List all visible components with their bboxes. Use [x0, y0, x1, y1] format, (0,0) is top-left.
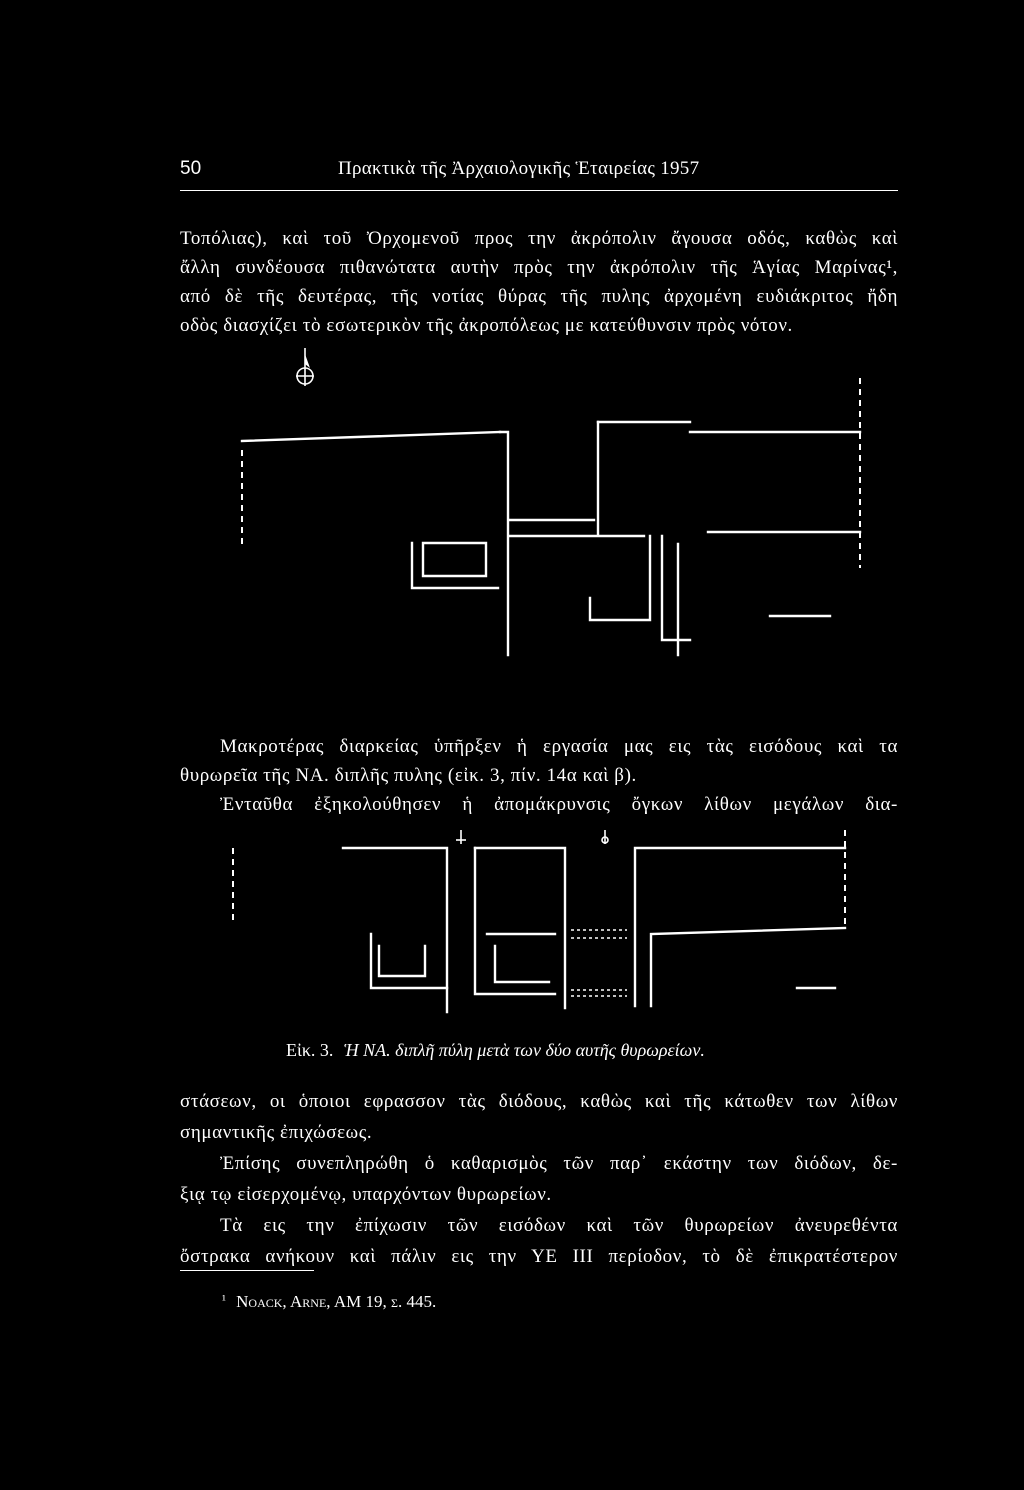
- wall: [651, 928, 845, 1006]
- guardroom-wall: [371, 934, 447, 988]
- text-line: Ἐνταῦθα ἐξηκολούθησεν ἡ ἀπομάκρυνσις ὄγκων λίθων μεγάλων δια-: [220, 794, 898, 815]
- page-number: 50: [180, 158, 202, 179]
- footnote: [222, 1292, 436, 1312]
- guardroom-wall: [590, 536, 650, 620]
- text-line: από δὲ τῆς δευτέρας, τῆς νοτίας θύρας τῆς πυλης ἀρχομένη ευδιάκριτος ἤδη: [180, 286, 898, 307]
- figure-caption: [286, 1040, 705, 1061]
- text-line: ὄστρακα ανήκουν καὶ πάλιν εις την ΥΕ III περίοδον, τὸ δὲ ἐπικρατέστερον: [180, 1246, 898, 1267]
- wall: [500, 432, 508, 655]
- guardroom-wall: [475, 848, 555, 994]
- header-rule: [180, 190, 898, 191]
- guardroom-wall: [379, 946, 425, 976]
- paragraph-bottom: [180, 1089, 898, 1269]
- guardroom-wall: [662, 536, 690, 640]
- text-line: θυρωρεῖα τῆς ΝΑ. διπλῆς πυλης (εἰκ. 3, πίν. 14α καὶ β).: [180, 765, 637, 786]
- text-line: ξιᾳ τῳ εἰσερχομένῳ, υπαρχόντων θυρωρείων.: [180, 1184, 552, 1205]
- wall: [635, 848, 845, 1006]
- gate-plan-small: [225, 826, 865, 1016]
- text-line: στάσεων, οι ὁποιοι εφρασσον τὰς διόδους, καθὼς καὶ τῆς κάτωθεν των λίθων: [180, 1091, 898, 1112]
- footnote-rule: [180, 1270, 314, 1271]
- caption-text: Ἡ ΝΑ. διπλῆ πύλη μετὰ των δύο αυτῆς θυρωρείων.: [343, 1040, 705, 1060]
- text-line: Τὰ εις την ἐπίχωσιν τῶν εισόδων καὶ τῶν θυρωρείων ἀνευρεθέντα: [220, 1215, 898, 1236]
- gate-plan-large: [230, 338, 870, 668]
- north-arrow-icon: [456, 830, 608, 844]
- north-arrow-icon: [296, 348, 314, 386]
- text-line: σημαντικῆς ἐπιχώσεως.: [180, 1122, 373, 1143]
- paragraph-top: [180, 226, 898, 338]
- text-line: Τοπόλιας), καὶ τοῦ Ὀρχομενοῦ προς την ἀκρόπολιν ἄγουσα οδός, καθὼς καὶ: [180, 228, 898, 249]
- caption-label: Εἰκ. 3.: [286, 1040, 334, 1060]
- footnote-marker: ¹: [222, 1292, 226, 1307]
- text-line: Ἐπίσης συνεπληρώθη ὁ καθαρισμὸς τῶν παρ᾽ εκάστην των διόδων, δε-: [220, 1153, 898, 1174]
- wall: [242, 432, 500, 441]
- footnote-text: Noack, Arne, AM 19, σ. 445.: [236, 1292, 437, 1311]
- guardroom-wall: [475, 848, 565, 1008]
- text-line: ἄλλη συνδέουσα πιθανώτατα αυτὴν πρὸς την ἀκρόπολιν τῆς Ἁγίας Μαρίνας¹,: [180, 257, 898, 278]
- running-title: Πρακτικὰ τῆς Ἀρχαιολογικῆς Ἑταιρείας 1957: [338, 158, 700, 179]
- guardroom-wall: [423, 543, 486, 576]
- text-line: Μακροτέρας διαρκείας ὑπῆρξεν ἡ εργασία μας εις τὰς εισόδους καὶ τα: [220, 736, 898, 757]
- paragraph-middle: [180, 734, 898, 817]
- guardroom-wall: [495, 946, 549, 982]
- text-line: οδὸς διασχίζει τὸ εσωτερικὸν τῆς ἀκροπόλεως με κατεύθυνσιν πρὸς νότον.: [180, 315, 793, 336]
